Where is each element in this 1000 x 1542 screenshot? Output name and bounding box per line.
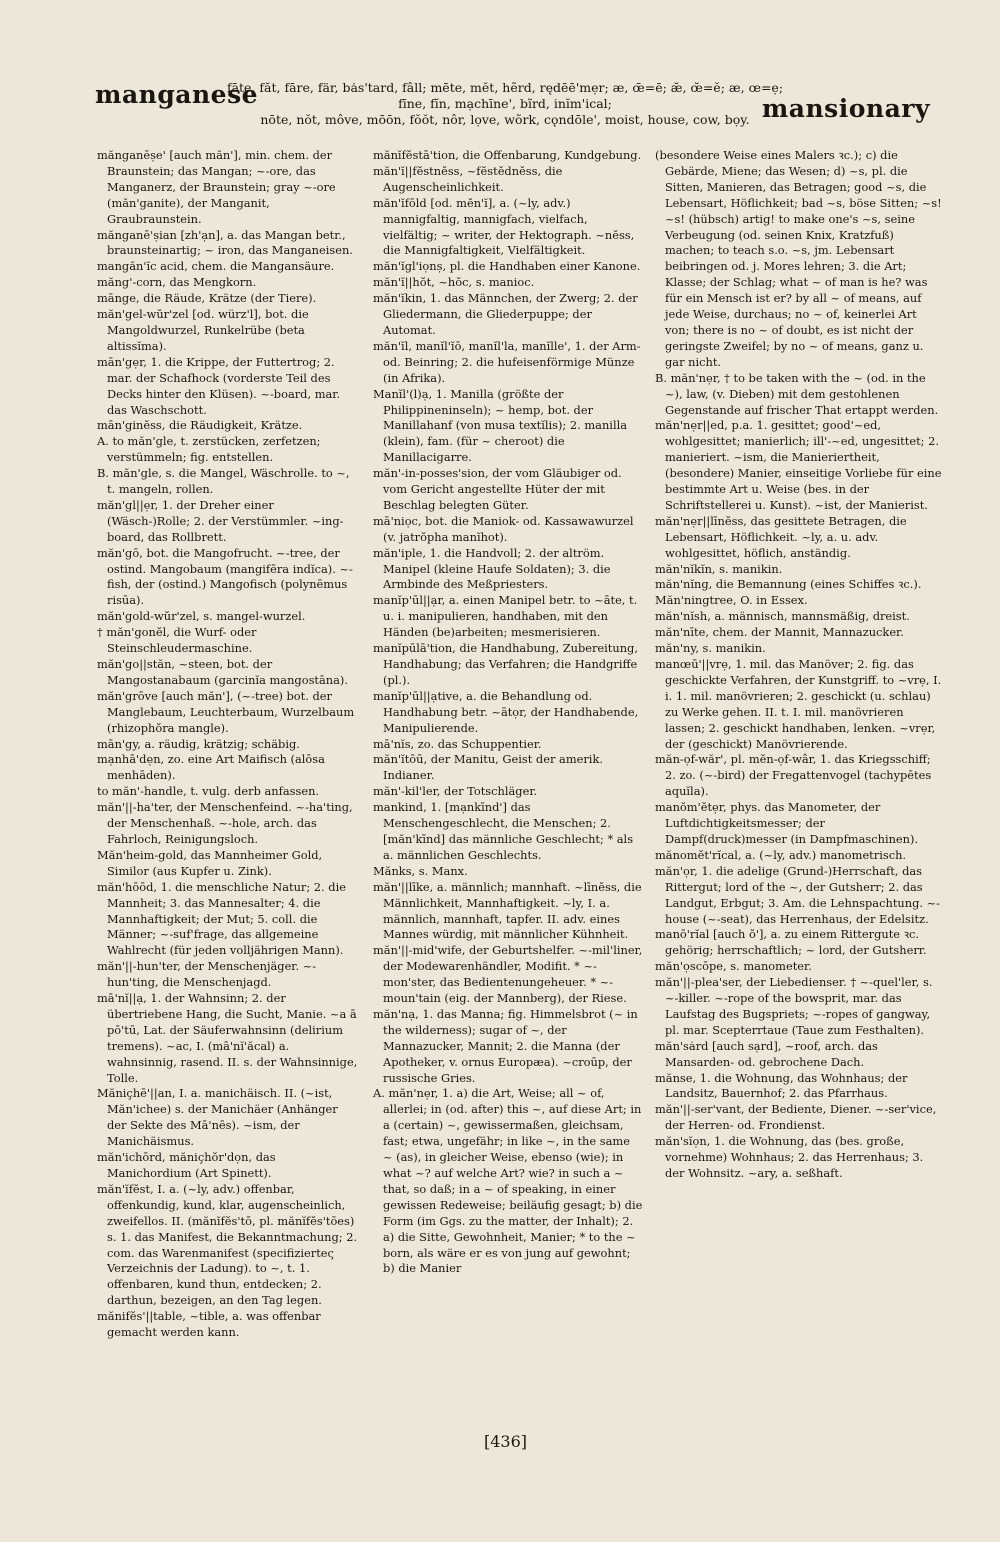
dictionary-entry: măn'-in-posses'sion, der vom Gläubiger od. vom Gericht angestellte Hüter der mit Beschlag belegten Güter. <box>373 466 622 512</box>
dictionary-entry: manĭpūlā'tion, die Handhabung, Zubereitung, Handhabung; das Verfahren; die Handgriffe (pl.). <box>373 641 638 687</box>
dictionary-entry: mănganē'ṣian [zh'ạn], a. das Mangan betr., braunsteinartig; ~ iron, das Manganeisen. <box>97 227 353 258</box>
dictionary-entry: măn'gel-wŭr'zel [od. würz'l], bot. die Mangoldwurzel, Runkelrübe (beta altissĭma). <box>97 307 309 353</box>
dictionary-entry: B. măn'nẹr, † to be taken with the ~ (od. in the ~), law, (v. Dieben) mit dem gestohlenen Gegenstande auf frischer That ertappt werden. <box>655 370 939 417</box>
pron-key-line: fīne, fĭn, mạchīne', bĩrd, inĭm'ical; <box>398 96 612 111</box>
dictionary-entry: măn'-kil'ler, der Totschläger. <box>373 784 538 799</box>
dictionary-entry: (besondere Weise eines Malers ꝛc.); c) die Gebärde, Miene; das Wesen; d) ~s, pl. die Sitten, Manieren, das Betragen; good ~s, die Lebensart, Höflichkeit; bad ~s, böse Sitten; ~s! ~s! (hübsch) artig! to make one's ~s, seine Verbeugung (od. seinen Knix, Kratzfuß) machen; to teach s.o. ~s, jm. Lebensart beibringen od. j. Mores lehren; 3. die Art; Klasse; der Schlag; what ~ of man is he? was für ein Mensch ist er? by all ~ of means, auf jede Weise, durchaus; no ~ of, keinerlei Art von; there is no ~ of doubt, es ist nicht der geringste Zweifel; by no ~ of means, ganz u. gar nicht. <box>655 148 942 369</box>
dictionary-entry: manŏm'ĕtẹr, phys. das Manometer, der Luftdichtigkeitsmesser; der Dampf(druck)messer (in Dampfmaschinen). <box>655 800 919 846</box>
dictionary-entry: măn'ọscōpe, s. manometer. <box>655 959 812 974</box>
dictionary-entry: măn'||-ha'ter, der Menschenfeind. ~-ha'ting, der Menschenhaß. ~-hole, arch. das Fahrloch, Reinigungsloch. <box>97 800 353 846</box>
dictionary-entry: măn'sĭọn, 1. die Wohnung, das (bes. große, vornehme) Wohnhaus; 2. das Herrenhaus; 3. der Wohnsitz. ~ary, a. seßhaft. <box>655 1134 924 1180</box>
dictionary-entry: măn'nĭng, die Bemannung (eines Schiffes ꝛc.). <box>655 577 922 592</box>
dictionary-entry: măn'ichōrd, măniçhŏr'dọn, das Manichordium (Art Spinett). <box>97 1150 276 1180</box>
entry-column-3 <box>655 148 942 1182</box>
dictionary-entry: mān'gẹr, 1. die Krippe, der Futtertrog; 2. mar. der Schafhock (vorderste Teil des Decks hinter den Klüsen). ~-board, mar. das Waschschott. <box>97 354 341 417</box>
dictionary-entry: măn'ny, s. manikin. <box>655 641 766 656</box>
dictionary-entry: A. măn'nẹr, 1. a) die Art, Weise; all ~ of, allerlei; in (od. after) this ~, auf diese Art; in a (certain) ~, gewissermaßen, gleichsam, fast; etwa, ungefähr; in like ~, in the same ~ (as), in gleicher Weise, ebenso (wie); in what ~? auf welche Art? wie? in such a ~ that, so daß; in a ~ of speaking, in einer gewissen Redeweise; beiläufig gesagt; b) die Form (im Ggs. zu the matter, der Inhalt); 2. a) die Sitte, Gewohnheit, Manier; * to the ~ born, als wäre er es von jung auf gewohnt; b) die Manier <box>373 1086 643 1276</box>
dictionary-entry: măn'nạ, 1. das Manna; fig. Himmelsbrot (~ in the wilderness); sugar of ~, der Mannazucker, Mannit; 2. die Manna (der Apotheker, v. ornus Europæa). ~croūp, der russische Gries. <box>373 1006 638 1085</box>
dictionary-entry: B. măn'gle, s. die Mangel, Wäschrolle. to ~, t. mangeln, rollen. <box>97 466 350 497</box>
dictionary-entry: măn'nīte, chem. der Mannit, Mannazucker. <box>655 625 904 640</box>
guide-word-left: manganese <box>95 80 259 109</box>
entry-column-2 <box>373 148 643 1277</box>
dictionary-entry: măn'ĭgl'iọnṣ, pl. die Handhaben einer Kanone. <box>373 259 641 274</box>
dictionary-entry: mănĭfĕstā'tion, die Offenbarung, Kundgebung. <box>373 148 642 162</box>
dictionary-entry: măn'hōōd, 1. die menschliche Natur; 2. die Mannheit; 3. das Mannesalter; 4. die Mannhaftigkeit; der Mut; 5. coll. die Männer; ~-suf'frage, das allgemeine Wahlrecht (für jeden volljährigen Mann). <box>97 879 346 958</box>
dictionary-entry: măng'-corn, das Mengkorn. <box>97 275 257 290</box>
dictionary-entry: măn'||līke, a. männlich; mannhaft. ~līnĕss, die Männlichkeit, Mannhaftigkeit. ~ly, I. a. männlich, mannhaft, tapfer. II. adv. eines Mannes würdig, mit männlicher Kühnheit. <box>373 879 642 942</box>
dictionary-entry: măn'iple, 1. die Handvoll; 2. der altröm. Manipel (kleine Haufe Soldaten); 3. die Armbinde des Meßpriesters. <box>373 545 611 592</box>
page-number: [436] <box>484 1432 528 1451</box>
dictionary-entry: mănse, 1. die Wohnung, das Wohnhaus; der Landsitz, Bauernhof; 2. das Pfarrhaus. <box>655 1070 908 1101</box>
dictionary-entry: măn'go||stăn, ~steen, bot. der Mangostanabaum (garcinĭa mangostāna). <box>97 657 348 687</box>
dictionary-entry: măn'nĭsh, a. männisch, mannsmäßig, dreist. <box>655 609 910 624</box>
dictionary-entry: măn'nẹr||līnĕss, das gesittete Betragen, die Lebensart, Höflichkeit. ~ly, a. u. adv. wohlgesittet, höflich, anständig. <box>655 513 907 560</box>
dictionary-entry: mānge, die Räude, Krätze (der Tiere). <box>97 291 317 306</box>
dictionary-entry: mā'nĭs, zo. das Schuppentier. <box>373 736 542 751</box>
dictionary-entry: mā'nĭ||ạ, 1. der Wahnsinn; 2. der übertriebene Hang, die Sucht, Manie. ~a ā pō'tū, Lat. der Säuferwahnsinn (delirium tremens). ~ac, I. (mā'nĭ'ăcal) a. wahnsinnig, rasend. II. s. der Wahnsinnige, Tolle. <box>97 991 358 1085</box>
dictionary-entry: to măn'-handle, t. vulg. derb anfassen. <box>97 784 320 799</box>
dictionary-entry: măn'gō, bot. die Mangofrucht. ~-tree, der ostind. Mangobaum (mangifēra indĭca). ~-fish, der (ostind.) Mangofisch (polynēmus risūa). <box>97 545 353 608</box>
dictionary-entry: manœū'||vrẹ, 1. mil. das Manöver; 2. fig. das geschickte Verfahren, der Kunstgriff. to ~vrẹ, I. i. 1. mil. manövrieren; 2. geschickt (u. schlau) zu Werke gehen. II. t. I. mil. manövrieren lassen; 2. geschickt handhaben, lenken. ~vrẹr, der (geschickt) Manövrierende. <box>655 657 942 751</box>
dictionary-entry: Măn'ningtree, O. in Essex. <box>655 593 808 608</box>
dictionary-entry: măn'nẹr||ed, p.a. 1. gesittet; good'~ed, wohlgesittet; manierlich; ill'-~ed, ungesittet; 2. manieriert. ~ism, die Manieriertheit, (besondere) Manier, einseitige Vorliebe für eine bestimmte Art u. Weise (bes. in der Schriftstellerei u. Kunst). ~ist, der Manierist. <box>655 418 942 512</box>
guide-word-right: mansionary <box>761 94 930 123</box>
pronunciation-key <box>210 80 800 128</box>
dictionary-entry: măn'nĭkĭn, s. manikin. <box>655 561 783 576</box>
dictionary-entry: mangăn'ĭc acid, chem. die Mangansäure. <box>97 259 335 274</box>
dictionary-entry: măn'grōve [auch măn'], (~-tree) bot. der Manglebaum, Leuchterbaum, Wurzelbaum (rhizophŏra mangle). <box>97 688 355 735</box>
dictionary-entry: Mănks, s. Manx. <box>373 863 468 878</box>
dictionary-entry: măn'ĭfōld [od. mĕn'ĭ], a. (~ly, adv.) mannigfaltig, mannigfach, vielfach, vielfältig; ~ writer, der Hektograph. ~nĕss, die Mannigfaltigkeit, Vielfältigkeit. <box>373 195 635 258</box>
dictionary-entry: Măniçhē'||an, I. a. manichäisch. II. (~ist, Măn'ichee) s. der Manichäer (Anhänger der Sekte des Mā'nēs). ~ism, der Manichäismus. <box>97 1086 338 1149</box>
dictionary-entry: măn'ĭfĕst, I. a. (~ly, adv.) offenbar, offenkundig, kund, klar, augenscheinlich, zweifellos. II. (mănĭfĕs'tō, pl. mănĭfĕs'tōes) s. 1. das Manifest, die Bekanntmachung; 2. com. das Warenmanifest (specifizierteς Verzeichnis der Ladung). to ~, t. 1. offenbaren, kund thun, entdecken; 2. darthun, bezeigen, an den Tag legen. <box>97 1181 358 1308</box>
dictionary-entry: Manĭl'(l)ạ, 1. Manilla (größte der Philippineninseln); ~ hemp, bot. der Manillahanf (von musa textĭlis); 2. manilla (klein), fam. (für ~ cheroot) die Manillacigarre. <box>373 386 628 465</box>
dictionary-entry: mankind, 1. [mạnkīnd'] das Menschengeschlecht, die Menschen; 2. [măn'kīnd] das männliche Geschlecht; * als a. männlichen Geschlechts. <box>373 800 634 862</box>
dictionary-entry: măn'gold-wŭr'zel, s. mangel-wurzel. <box>97 609 306 624</box>
pron-key-line: nōte, nŏt, môve, mōōn, fŏŏt, nôr, lọve, wõrk, cǫndōle', moist, house, cow, bọy. <box>260 112 750 127</box>
entry-column-1 <box>97 148 359 1341</box>
dictionary-entry: măn'sȧrd [auch sạrd], ~roof, arch. das Mansarden- od. gebrochene Dach. <box>655 1038 878 1069</box>
dictionary-entry: măn-ọf-wăr', pl. mĕn-ọf-wâr, 1. das Kriegsschiff; 2. zo. (~-bird) der Fregattenvogel (tachypētes aquĭla). <box>655 752 932 799</box>
dictionary-entry: Măn'heim-gold, das Mannheimer Gold, Similor (aus Kupfer u. Zink). <box>97 847 323 878</box>
dictionary-entry: manō'rĭal [auch ŏ'], a. zu einem Rittergute ꝛc. gehörig; herrschaftlich; ~ lord, der Gutsherr. <box>655 927 927 958</box>
dictionary-entry: măn'ĭ||hŏt, ~hŏc, s. manioc. <box>373 275 535 290</box>
dictionary-entry: măn'ọr, 1. die adelige (Grund-)Herrschaft, das Rittergut; lord of the ~, der Gutsherr; 2. das Landgut, Erbgut; 3. Am. die Lehnspachtung. ~-house (~-seat), das Herrenhaus, der Edelsitz. <box>655 863 940 926</box>
dictionary-entry: mān'gy, a. räudig, krätzig; schäbig. <box>97 736 300 751</box>
dictionary-entry: măn'ĭ||fĕstnĕss, ~fĕstĕdnĕss, die Augenscheinlichkeit. <box>373 163 563 194</box>
dictionary-entry: măn'||-mid'wife, der Geburtshelfer. ~-mil'liner, der Modewarenhändler, Modifit. * ~-mon'ster, das Bedientenungeheuer. * ~-moun'tain (eig. der Mannberg), der Riese. <box>373 943 643 1006</box>
dictionary-entry: mạnhā'dẹn, zo. eine Art Maifisch (alōsa menhāden). <box>97 752 325 783</box>
dictionary-entry: măn'ĭkin, 1. das Männchen, der Zwerg; 2. der Gliedermann, die Gliederpuppe; der Automat. <box>373 291 638 337</box>
dictionary-entry: † măn'gonĕl, die Wurf- oder Steinschleudermaschine. <box>97 625 257 656</box>
pron-key-line: fāte, făt, fāre, fär, bȧs'tard, fâll; mēte, mĕt, hẽrd, rędēē'mẹr; æ, œ̄=ē; æ̆, œ̆=ĕ; æ, œ=ẹ; <box>226 80 784 95</box>
dictionary-entry: manĭp'ūl||ạtive, a. die Behandlung od. Handhabung betr. ~ātọr, der Handhabende, Manipulierende. <box>373 688 639 735</box>
dictionary-entry: mănifĕs'||table, ~tible, a. was offenbar gemacht werden kann. <box>97 1309 321 1340</box>
dictionary-entry: măn'ĭl, manĭl'ĭō, manĭl'la, manĭlle', 1. der Arm- od. Beinring; 2. die hufeisenförmige Münze (in Afrika). <box>373 338 641 385</box>
dictionary-entry: măn'||-hun'ter, der Menschenjäger. ~-hun'ting, die Menschenjagd. <box>97 959 317 990</box>
dictionary-entry: mănomĕt'rĭcal, a. (~ly, adv.) manometrisch. <box>655 847 907 862</box>
dictionary-entry: mā'niọc, bot. die Maniok- od. Kassawawurzel (v. jatrŏpha manĭhot). <box>373 513 634 544</box>
dictionary-entry: măn'||-plea'ser, der Liebedienser. † ~-quel'ler, s. ~-killer. ~-rope of the bowsprit, mar. das Laufstag des Bugspriets; ~-ropes of gangway, pl. mar. Scepterrtaue (Taue zum Festhalten). <box>655 975 933 1037</box>
dictionary-entry: măn'ĭtōū, der Manitu, Geist der amerik. Indianer. <box>373 752 603 783</box>
dictionary-entry: A. to măn'gle, t. zerstücken, zerfetzen; verstümmeln; fig. entstellen. <box>97 434 321 465</box>
dictionary-entry: mănganēṣe' [auch măn'], min. chem. der Braunstein; das Mangan; ~-ore, das Manganerz, der Braunstein; gray ~-ore (măn'ganite), der Manganit, Graubraunstein. <box>97 148 336 226</box>
dictionary-entry: mān'ginĕss, die Räudigkeit, Krätze. <box>97 418 303 433</box>
dictionary-entry: măn'||-ser'vant, der Bediente, Diener. ~-ser'vice, der Herren- od. Frondienst. <box>655 1102 937 1133</box>
dictionary-entry: manĭp'ūl||ạr, a. einen Manipel betr. to ~āte, t. u. i. manipulieren, handhaben, mit den Händen (be)arbeiten; mesmerisieren. <box>373 593 638 640</box>
dictionary-entry: măn'gl||ẹr, 1. der Dreher einer (Wäsch-)Rolle; 2. der Verstümmler. ~ing-board, das Rollbrett. <box>97 497 344 544</box>
